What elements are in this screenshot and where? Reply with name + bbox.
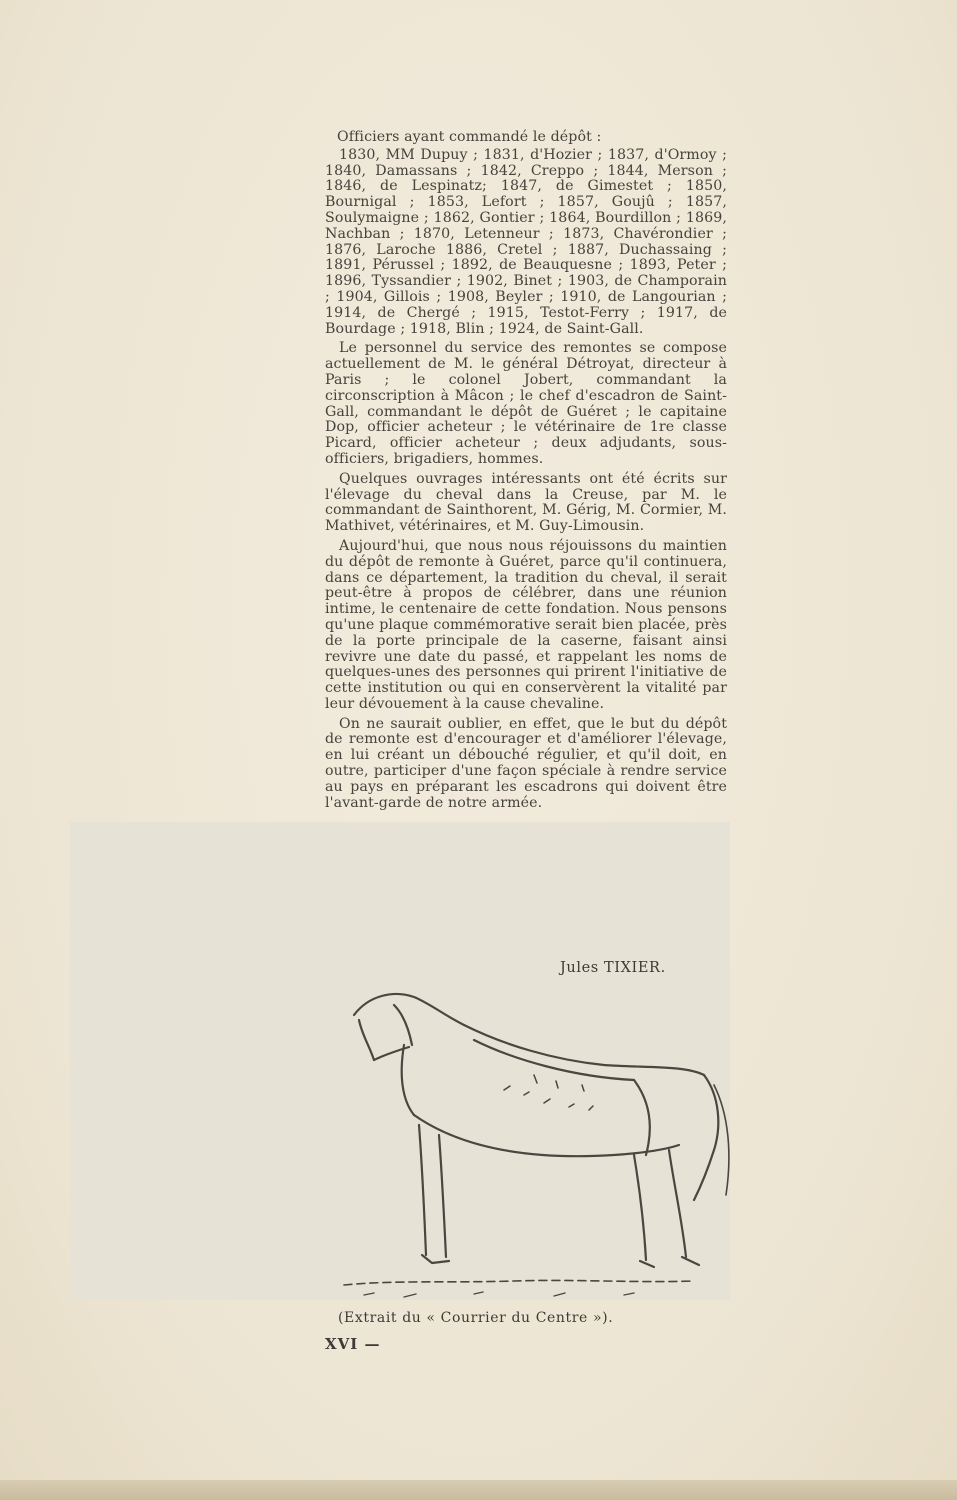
author-signature: Jules TIXIER. <box>560 960 666 976</box>
article-paragraph: On ne saurait oublier, en effet, que le but du dépôt de remonte est d'encourager et d'améliorer l'élevage, en lui créant un débouché régulier, et qu'il doit, en outre, participer d'une façon spéciale à rendre service au pays en préparant les escadrons qui doivent être l'avant-garde de notre armée. <box>325 715 727 811</box>
article-paragraph: Quelques ouvrages intéressants ont été écrits sur l'élevage du cheval dans la Creuse, par M. le commandant de Sainthorent, M. Gérig, M. Cormier, M. Mathivet, vétérinaires, et M. Guy-Limousin. <box>325 470 727 535</box>
page-number: XVI — <box>325 1335 381 1353</box>
article-heading: Officiers ayant commandé le dépôt : <box>337 129 602 145</box>
page-edge <box>0 1480 957 1500</box>
illustration-caption: (Extrait du « Courrier du Centre »). <box>338 1310 614 1326</box>
article-column <box>325 130 727 815</box>
article-paragraph: 1830, MM Dupuy ; 1831, d'Hozier ; 1837, d'Ormoy ; 1840, Damassans ; 1842, Creppo ; 1844, Merson ; 1846, de Lespinatz; 1847, de Gimestet ; 1850, Bournigal ; 1853, Lefort ; 1857, Goujû ; 1857, Soulymaigne ; 1862, Gontier ; 1864, Bourdillon ; 1869, Nachban ; 1870, Letenneur ; 1873, Chavérondier ; 1876, Laroche 1886, Cretel ; 1887, Duchassaing ; 1891, Pérussel ; 1892, de Beauquesne ; 1893, Peter ; 1896, Tyssandier ; 1902, Binet ; 1903, de Champorain ; 1904, Gillois ; 1908, Beyler ; 1910, de Langourian ; 1914, de Chergé ; 1915, Testot-Ferry ; 1917, de Bourdage ; 1918, Blin ; 1924, de Saint-Gall. <box>325 146 727 337</box>
article-paragraph: Aujourd'hui, que nous nous réjouissons du maintien du dépôt de remonte à Guéret, parce qu'il continuera, dans ce département, la tradition du cheval, il serait peut-être à propos de célébrer, dans une réunion intime, le centenaire de cette fondation. Nous pensons qu'une plaque commémorative serait bien placée, près de la porte principale de la caserne, faisant ainsi revivre une date du passé, et rappelant les noms de quelques-unes des personnes qui prirent l'initiative de cette institution ou qui en conservèrent la vitalité par leur dévouement à la cause chevaline. <box>325 537 727 712</box>
horse-sketch-icon <box>334 985 734 1305</box>
article-paragraph: Le personnel du service des remontes se compose actuellement de M. le général Détroyat, directeur à Paris ; le colonel Jobert, commandant la circonscription à Mâcon ; le chef d'escadron de Saint-Gall, commandant le dépôt de Guéret ; le capitaine Dop, officier acheteur ; le vétérinaire de 1re classe Picard, officier acheteur ; deux adjudants, sous-officiers, brigadiers, hommes. <box>325 340 727 467</box>
